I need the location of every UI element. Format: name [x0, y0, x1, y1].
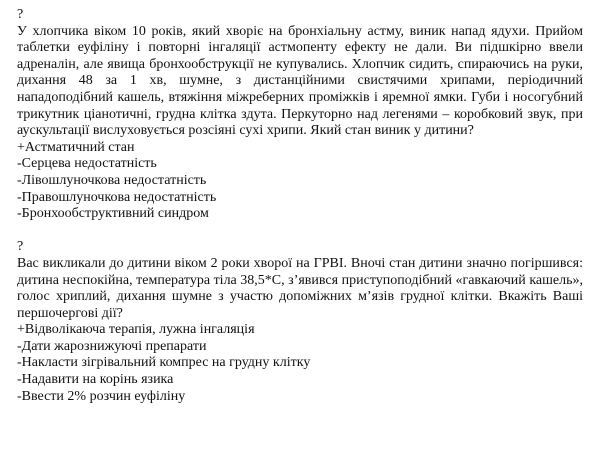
answer-option: -Накласти зігрівальний компрес на грудну клітку — [17, 355, 311, 371]
answer-option: -Ввести 2% розчин еуфіліну — [17, 388, 186, 404]
answer-option-correct: +Астматичний стан — [17, 139, 135, 155]
question-marker: ? — [17, 7, 24, 22]
answer-option: -Правошлуночкова недостатність — [17, 189, 217, 205]
question-block-2 — [17, 239, 583, 405]
answer-option-correct: +Відволікаюча терапія, лужна інгаляція — [17, 322, 255, 338]
answer-option: -Бронхообструктивний синдром — [17, 206, 209, 222]
answer-option: -Лівошлуночкова недостатність — [17, 172, 207, 188]
answer-option: -Надавити на корінь язика — [17, 372, 174, 388]
question-text: У хлопчика віком 10 років, який хворіє на бронхіальну астму, виник напад ядухи. Прийом таблетки еуфіліну і повторні інгаляції астмопенту ефекту не дали. Ви підшкірно ввели адреналін, але явища бронхообструкції не купувались. Хлопчик сидить, спираючись на руки, дихання 48 за 1 хв, шумне, з дистанційними свистячими хрипами, періодичний нападоподібний кашель, втяжіння міжреберних проміжків і яремної ямки. Губи і носогубний трикутник ціанотичні, грудна клітка здута. Перкуторно над легенями – коробковий звук, при аускультації вислуховується розсіяні сухі хрипи. Який стан виник у дитини? — [17, 23, 583, 139]
answer-option: -Серцева недостатність — [17, 156, 157, 172]
answer-option: -Дати жарознижуючі препарати — [17, 338, 207, 354]
question-marker: ? — [17, 239, 24, 255]
blank-line — [17, 223, 583, 240]
question-block-1 — [17, 7, 583, 223]
question-text: Вас викликали до дитини віком 2 роки хворої на ГРВІ. Вночі стан дитини значно погіршився: дитина неспокійна, температура тіла 38,5*С, з’явився приступоподібний «гавкаючий кашель», голос хриплий, дихання шумне з участю допоміжних м’язів грудної клітки. Вкажіть Ваші першочергові дії? — [17, 255, 583, 321]
